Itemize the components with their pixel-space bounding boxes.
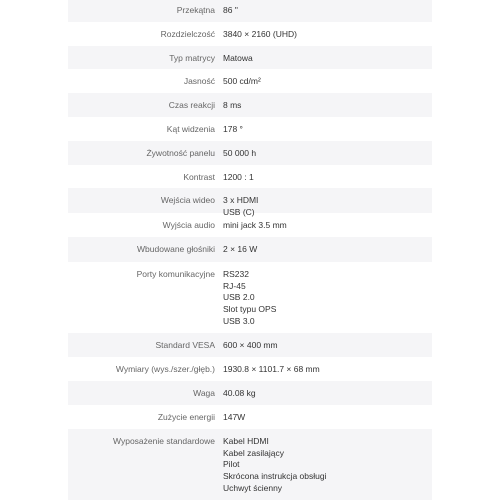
spec-value-line: 1200 : 1	[223, 171, 254, 182]
spec-value-line: 147W	[223, 411, 246, 422]
spec-value-line: USB 3.0	[223, 316, 255, 327]
spec-label: Wbudowane głośniki	[137, 244, 215, 255]
specifications-table	[68, 0, 432, 500]
spec-row	[68, 165, 432, 189]
spec-value-line: 50 000 h	[223, 147, 257, 158]
spec-value-line: Pilot	[223, 459, 240, 470]
spec-value	[223, 148, 256, 160]
spec-row	[68, 69, 432, 93]
spec-value-line: Uchwyt ścienny	[223, 483, 283, 494]
spec-value-line: 178 °	[223, 123, 243, 134]
spec-row	[68, 357, 432, 381]
spec-value-line: 2 × 16 W	[223, 244, 258, 255]
spec-label: Czas reakcji	[168, 100, 215, 111]
spec-row	[68, 333, 432, 357]
spec-label: Żywotność panelu	[146, 147, 215, 158]
spec-value	[223, 195, 258, 219]
spec-value	[223, 269, 276, 328]
spec-value-line: 3840 × 2160 (UHD)	[223, 28, 297, 39]
spec-value-line: Kabel HDMI	[223, 435, 269, 446]
spec-value-line: 40.08 kg	[223, 387, 256, 398]
spec-value-line: 500 cd/m²	[223, 76, 261, 87]
spec-label: Standard VESA	[155, 339, 215, 350]
spec-label: Kontrast	[183, 171, 215, 182]
spec-value-line: Matowa	[223, 52, 253, 63]
spec-label: Wyjścia audio	[162, 219, 215, 230]
spec-row	[68, 22, 432, 46]
spec-label: Wymiary (wys./szer./głęb.)	[115, 363, 215, 374]
spec-label: Kąt widzenia	[166, 123, 215, 134]
spec-row	[68, 381, 432, 405]
spec-row	[68, 262, 432, 333]
spec-value	[223, 388, 256, 400]
spec-row	[68, 237, 432, 262]
spec-row	[68, 0, 432, 22]
spec-value-line: Slot typu OPS	[223, 304, 277, 315]
spec-value-line: RJ-45	[223, 280, 246, 291]
spec-value-line: Kabel zasilający	[223, 447, 284, 458]
spec-label: Wyposażenie standardowe	[113, 435, 215, 446]
spec-value	[223, 53, 253, 65]
spec-value-line: 3 x HDMI	[223, 195, 259, 206]
spec-label: Typ matrycy	[169, 52, 215, 63]
spec-value	[223, 76, 261, 88]
spec-value-line: 86 "	[223, 5, 238, 15]
spec-value-line: Skrócona instrukcja obsługi	[223, 471, 327, 482]
spec-value	[223, 436, 326, 495]
spec-label: Wejścia wideo	[160, 195, 215, 206]
spec-value-line: RS232	[223, 268, 249, 279]
spec-row	[68, 429, 432, 500]
spec-label: Jasność	[183, 76, 215, 87]
spec-row	[68, 188, 432, 218]
spec-row	[68, 46, 432, 70]
spec-value	[223, 5, 238, 17]
spec-value	[223, 100, 241, 112]
spec-value	[223, 412, 245, 424]
spec-value	[223, 340, 278, 352]
spec-label: Porty komunikacyjne	[136, 268, 215, 279]
spec-row	[68, 117, 432, 141]
spec-value-line: 600 × 400 mm	[223, 339, 278, 350]
spec-row	[68, 93, 432, 117]
spec-label: Zużycie energii	[157, 411, 215, 422]
spec-value	[223, 364, 320, 376]
spec-value	[223, 244, 257, 256]
spec-value-line: USB (C)	[223, 207, 255, 218]
spec-value	[223, 124, 243, 136]
spec-value-line: USB 2.0	[223, 292, 255, 303]
spec-value-line: 8 ms	[223, 100, 242, 111]
spec-value	[223, 29, 297, 41]
spec-label: Przekątna	[176, 5, 215, 15]
spec-label: Waga	[193, 387, 215, 398]
spec-label: Rozdzielczość	[160, 28, 215, 39]
spec-value-line: 1930.8 × 1101.7 × 68 mm	[223, 363, 320, 374]
spec-row	[68, 405, 432, 429]
spec-value-line: mini jack 3.5 mm	[223, 219, 287, 230]
spec-value	[223, 172, 254, 184]
spec-value	[223, 220, 287, 232]
spec-row	[68, 141, 432, 165]
